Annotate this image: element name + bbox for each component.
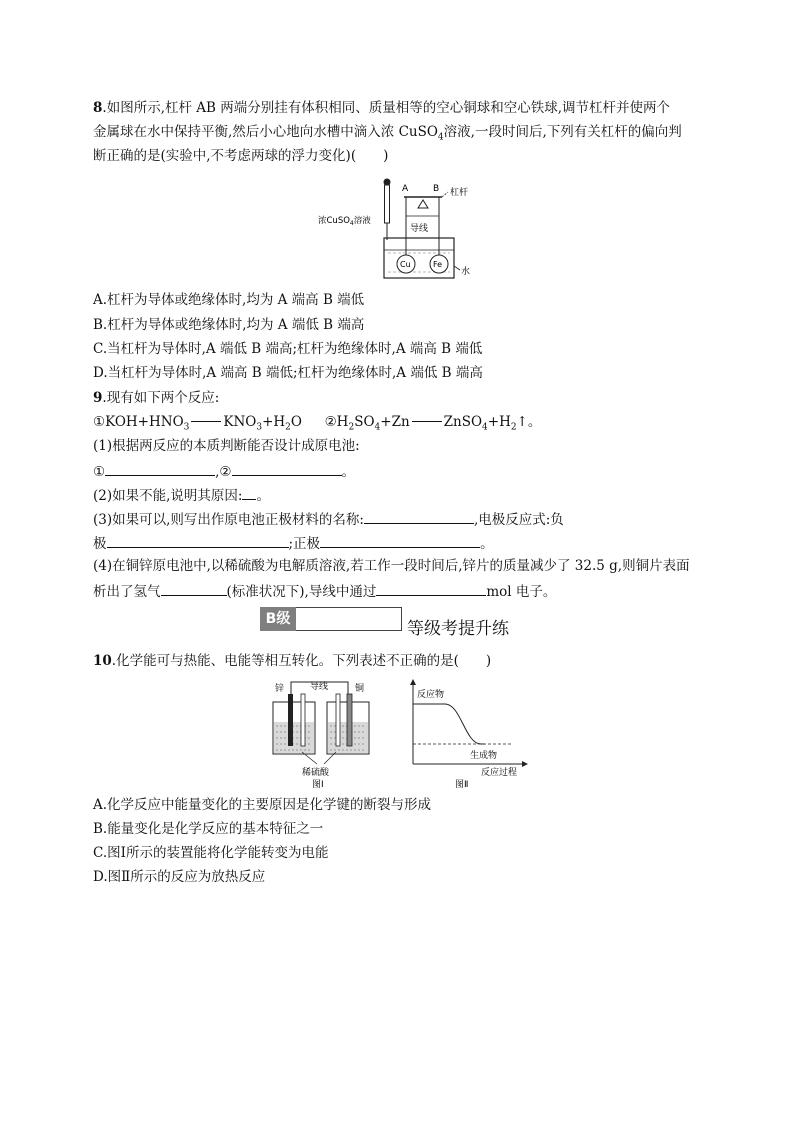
section-title: 等级考提升练 <box>407 619 509 639</box>
figure-2-caption: 图Ⅱ <box>455 780 469 790</box>
label-copper: 铜 <box>355 684 365 694</box>
q9-number: 9 <box>93 390 103 406</box>
label-water: 水 <box>461 267 471 277</box>
q8-figure <box>318 176 488 282</box>
q8-stem-text-2b: 溶液,一段时间后,下列有关杠杆的偏向判 <box>443 124 682 140</box>
fulcrum <box>418 200 428 208</box>
q10-option-c: C.图Ⅰ所示的装置能将化学能转变为电能 <box>93 845 329 861</box>
q9-reactions <box>93 413 541 437</box>
label-wire-1: 导线 <box>310 682 329 692</box>
label-lever: 杠杆 <box>450 188 469 198</box>
q8-stem-line1 <box>93 99 670 117</box>
q9-stem-text: .现有如下两个反应: <box>102 390 220 406</box>
dropper-bulb <box>384 179 391 186</box>
label-product: 生成物 <box>470 751 498 761</box>
answer-blank-1[interactable] <box>105 461 215 476</box>
reaction-2: $②H_2SO_4+Zn$ $ZnSO_4+H_2↑$。 <box>324 414 542 433</box>
q9-part4-line1: (4)在铜锌原电池中,以稀硫酸为电解质溶液,若工作一段时间后,锌片的质量减少了 32.5 g,则铜片表面 <box>93 558 690 574</box>
answer-blank-positive-material[interactable] <box>364 509 474 524</box>
q8-option-c: C.当杠杆为导体时,A 端低 B 端高;杠杆为绝缘体时,A 端高 B 端低 <box>93 341 483 357</box>
q8-stem-line3 <box>93 147 388 165</box>
q8-option-a: A.杠杆为导体或绝缘体时,均为 A 端高 B 端低 <box>93 292 365 308</box>
label-fe: Fe <box>433 260 443 269</box>
q9-part4-line2: 析出了氢气 (标准状况下),导线中通过 mol 电子。 <box>93 581 556 601</box>
section-header-box <box>296 607 402 631</box>
q9-part1-answers: ① ,② 。 <box>93 461 355 481</box>
answer-blank-negative-electrode[interactable] <box>107 533 289 548</box>
zinc-electrode <box>288 694 293 746</box>
label-b: B <box>433 184 440 194</box>
label-cuso4: 浓CuSO$_4$溶液 <box>318 216 371 227</box>
q8-stem-sub: 4 <box>437 132 444 143</box>
q8-number: 8 <box>93 100 103 116</box>
q8-stem-text-1: .如图所示,杠杆 AB 两端分别挂有体积相同、质量相等的空心铜球和空心铁球,调节杠杆并使两个 <box>102 100 671 116</box>
q10-figure-1 <box>262 676 386 790</box>
figure-1-caption: 图Ⅰ <box>312 780 324 790</box>
label-wire: 导线 <box>410 224 429 234</box>
answer-blank-2[interactable] <box>232 461 342 476</box>
dropper-tube <box>385 185 390 223</box>
answer-blank-electrons[interactable] <box>376 581 486 596</box>
label-dilute-sulfuric-acid: 稀硫酸 <box>302 768 330 778</box>
q10-option-d: D.图Ⅱ所示的反应为放热反应 <box>93 869 266 885</box>
section-level-badge: B级 <box>260 607 296 631</box>
q10-option-b: B.能量变化是化学反应的基本特征之一 <box>93 821 324 837</box>
q9-part3-line1: (3)如果可以,则写出作原电池正极材料的名称: ,电极反应式:负 <box>93 509 564 529</box>
q9-part1: (1)根据两反应的本质判断能否设计成原电池: <box>93 438 360 454</box>
label-a: A <box>402 184 409 194</box>
label-reactant: 反应物 <box>417 690 445 700</box>
label-reaction-process: 反应过程 <box>481 768 518 778</box>
answer-blank-positive-electrode[interactable] <box>320 533 480 548</box>
reaction-1: $①KOH+HNO_3$ $KNO_3+H_2O$ <box>93 414 302 433</box>
label-zinc: 锌 <box>275 684 285 694</box>
q10-stem-text: .化学能可与热能、电能等相互转化。下列表述不正确的是( ) <box>111 653 492 669</box>
q8-stem-text-2a: 金属球在水中保持平衡,然后小心地向水槽中滴入浓 CuSO <box>93 124 438 140</box>
q9-part3-line2: 极 ;正极 。 <box>93 533 494 553</box>
q9-stem <box>93 389 219 407</box>
q8-option-b: B.杠杆为导体或绝缘体时,均为 A 端低 B 端高 <box>93 317 365 333</box>
q10-number: 10 <box>93 653 112 669</box>
answer-blank-hydrogen[interactable] <box>161 581 227 596</box>
answer-blank-reason[interactable] <box>242 485 256 500</box>
energy-curve <box>413 704 485 744</box>
q8-option-d: D.当杠杆为导体时,A 端高 B 端低;杠杆为绝缘体时,A 端低 B 端高 <box>93 365 483 381</box>
q8-stem-text-3: 断正确的是(实验中,不考虑两球的浮力变化)( ) <box>93 148 389 164</box>
q10-stem <box>93 652 491 670</box>
q8-stem-line2 <box>93 123 682 147</box>
q10-figure-2 <box>403 676 533 790</box>
q9-part2: (2)如果不能,说明其原因: 。 <box>93 485 270 505</box>
label-cu: Cu <box>400 260 411 269</box>
copper-electrode <box>347 694 352 746</box>
q10-option-a: A.化学反应中能量变化的主要原因是化学键的断裂与形成 <box>93 797 432 813</box>
